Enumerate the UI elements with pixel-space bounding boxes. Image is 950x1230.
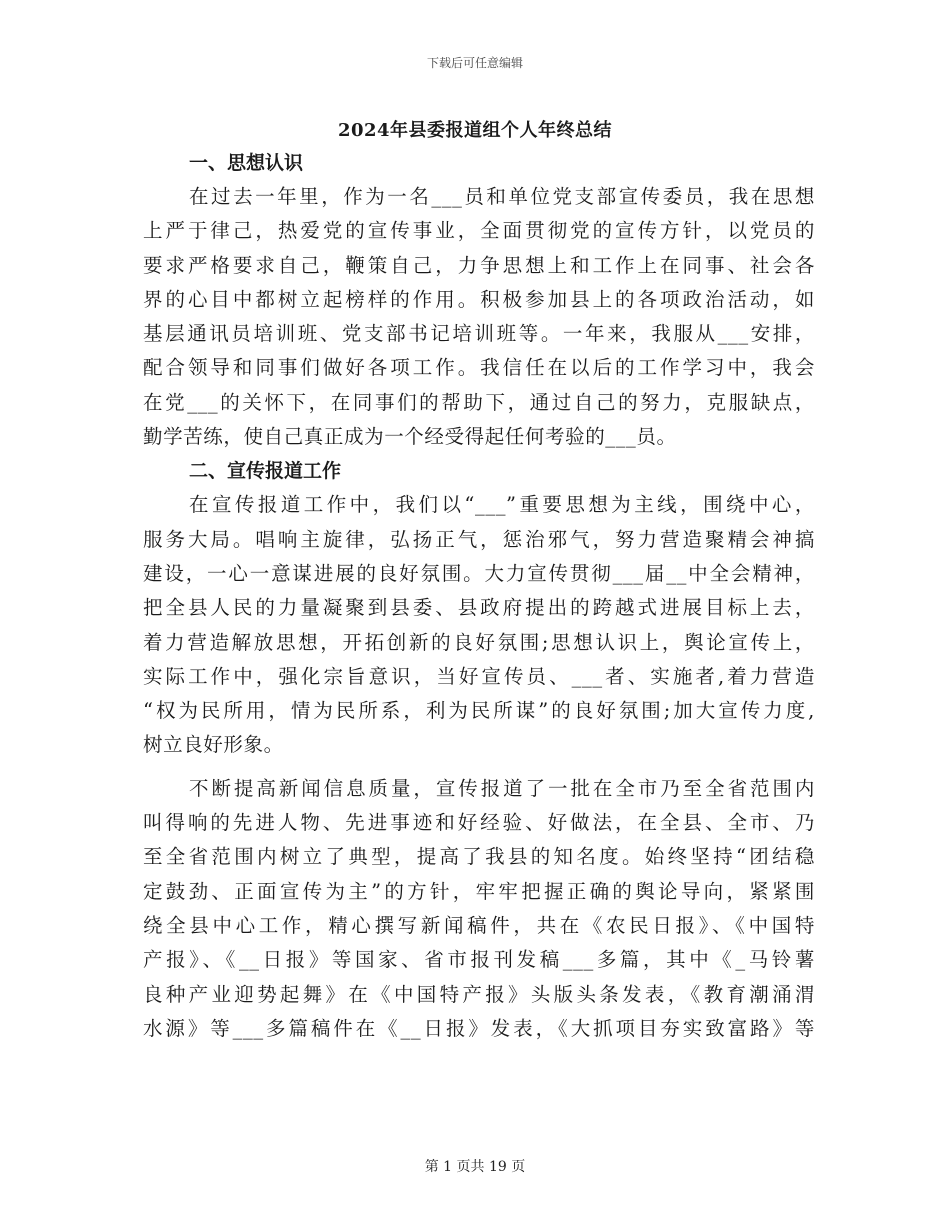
paragraph-gap (143, 763, 815, 772)
text-line: “权为民所用，情为民所系，利为民所谋”的良好氛围;加大宣传力度, (143, 699, 815, 723)
text-line: 服务大局。唱响主旋律，弘扬正气，惩治邪气，努力营造聚精会神搞 (143, 527, 815, 551)
paragraph-news-quality (143, 772, 815, 1046)
paragraph-thought (143, 180, 815, 454)
text-line: 至全省范围内树立了典型，提高了我县的知名度。始终坚持“团结稳 (143, 845, 815, 869)
text-line: 在过去一年里，作为一名___员和单位党支部宣传委员，我在思想 (189, 185, 815, 208)
text-line: 建设，一心一意谋进展的良好氛围。大力宣传贯彻___届__中全会精神， (143, 561, 815, 585)
text-line: 叫得响的先进人物、先进事迹和好经验、好做法，在全县、全市、乃 (143, 811, 815, 835)
text-line: 勤学苦练，使自己真正成为一个经受得起任何考验的___员。 (143, 425, 677, 449)
document-body (143, 146, 815, 1046)
page-footer: 第 1 页共 19 页 (424, 1159, 526, 1175)
section-heading-2: 二、宣传报道工作 (189, 460, 342, 483)
text-line: 定鼓劲、正面宣传为主”的方针，牢牢把握正确的舆论导向，紧紧围 (143, 879, 815, 903)
section-heading-1: 一、思想认识 (189, 152, 304, 174)
text-line: 着力营造解放思想，开拓创新的良好氛围;思想认识上，舆论宣传上， (143, 630, 815, 654)
text-line: 实际工作中，强化宗旨意识，当好宣传员、___者、实施者,着力营造 (143, 664, 815, 688)
text-line: 在宣传报道工作中，我们以“___”重要思想为主线，围绕中心， (189, 493, 815, 517)
text-line: 绕全县中心工作，精心撰写新闻稿件，共在《农民日报》、《中国特 (143, 913, 815, 937)
text-line: 产报》、《__日报》等国家、省市报刊发稿___多篇，其中《_马铃薯 (143, 948, 815, 972)
text-line: 水源》等___多篇稿件在《__日报》发表，《大抓项目夯实致富路》等 (143, 1016, 815, 1040)
paragraph-reporting (143, 488, 815, 762)
text-line: 把全县人民的力量凝聚到县委、县政府提出的跨越式进展目标上去， (143, 596, 815, 620)
text-line: 不断提高新闻信息质量，宣传报道了一批在全市乃至全省范围内 (189, 776, 815, 800)
text-line: 良种产业迎势起舞》在《中国特产报》头版头条发表，《教育潮涌渭 (143, 982, 815, 1006)
header-note: 下载后可任意编辑 (426, 56, 523, 70)
text-line: 基层通讯员培训班、党支部书记培训班等。一年来，我服从___安排， (143, 322, 815, 346)
text-line: 在党___的关怀下，在同事们的帮助下，通过自己的努力，克服缺点， (143, 390, 815, 414)
text-line: 树立良好形象。 (143, 733, 284, 757)
text-line: 上严于律己，热爱党的宣传事业，全面贯彻党的宣传方针，以党员的 (143, 219, 815, 243)
document-title: 2024年县委报道组个人年终总结 (337, 120, 613, 141)
text-line: 配合领导和同事们做好各项工作。我信任在以后的工作学习中，我会 (143, 356, 815, 380)
text-line: 界的心目中都树立起榜样的作用。积极参加县上的各项政治活动，如 (143, 287, 815, 311)
text-line: 要求严格要求自己，鞭策自己，力争思想上和工作上在同事、社会各 (143, 253, 815, 277)
